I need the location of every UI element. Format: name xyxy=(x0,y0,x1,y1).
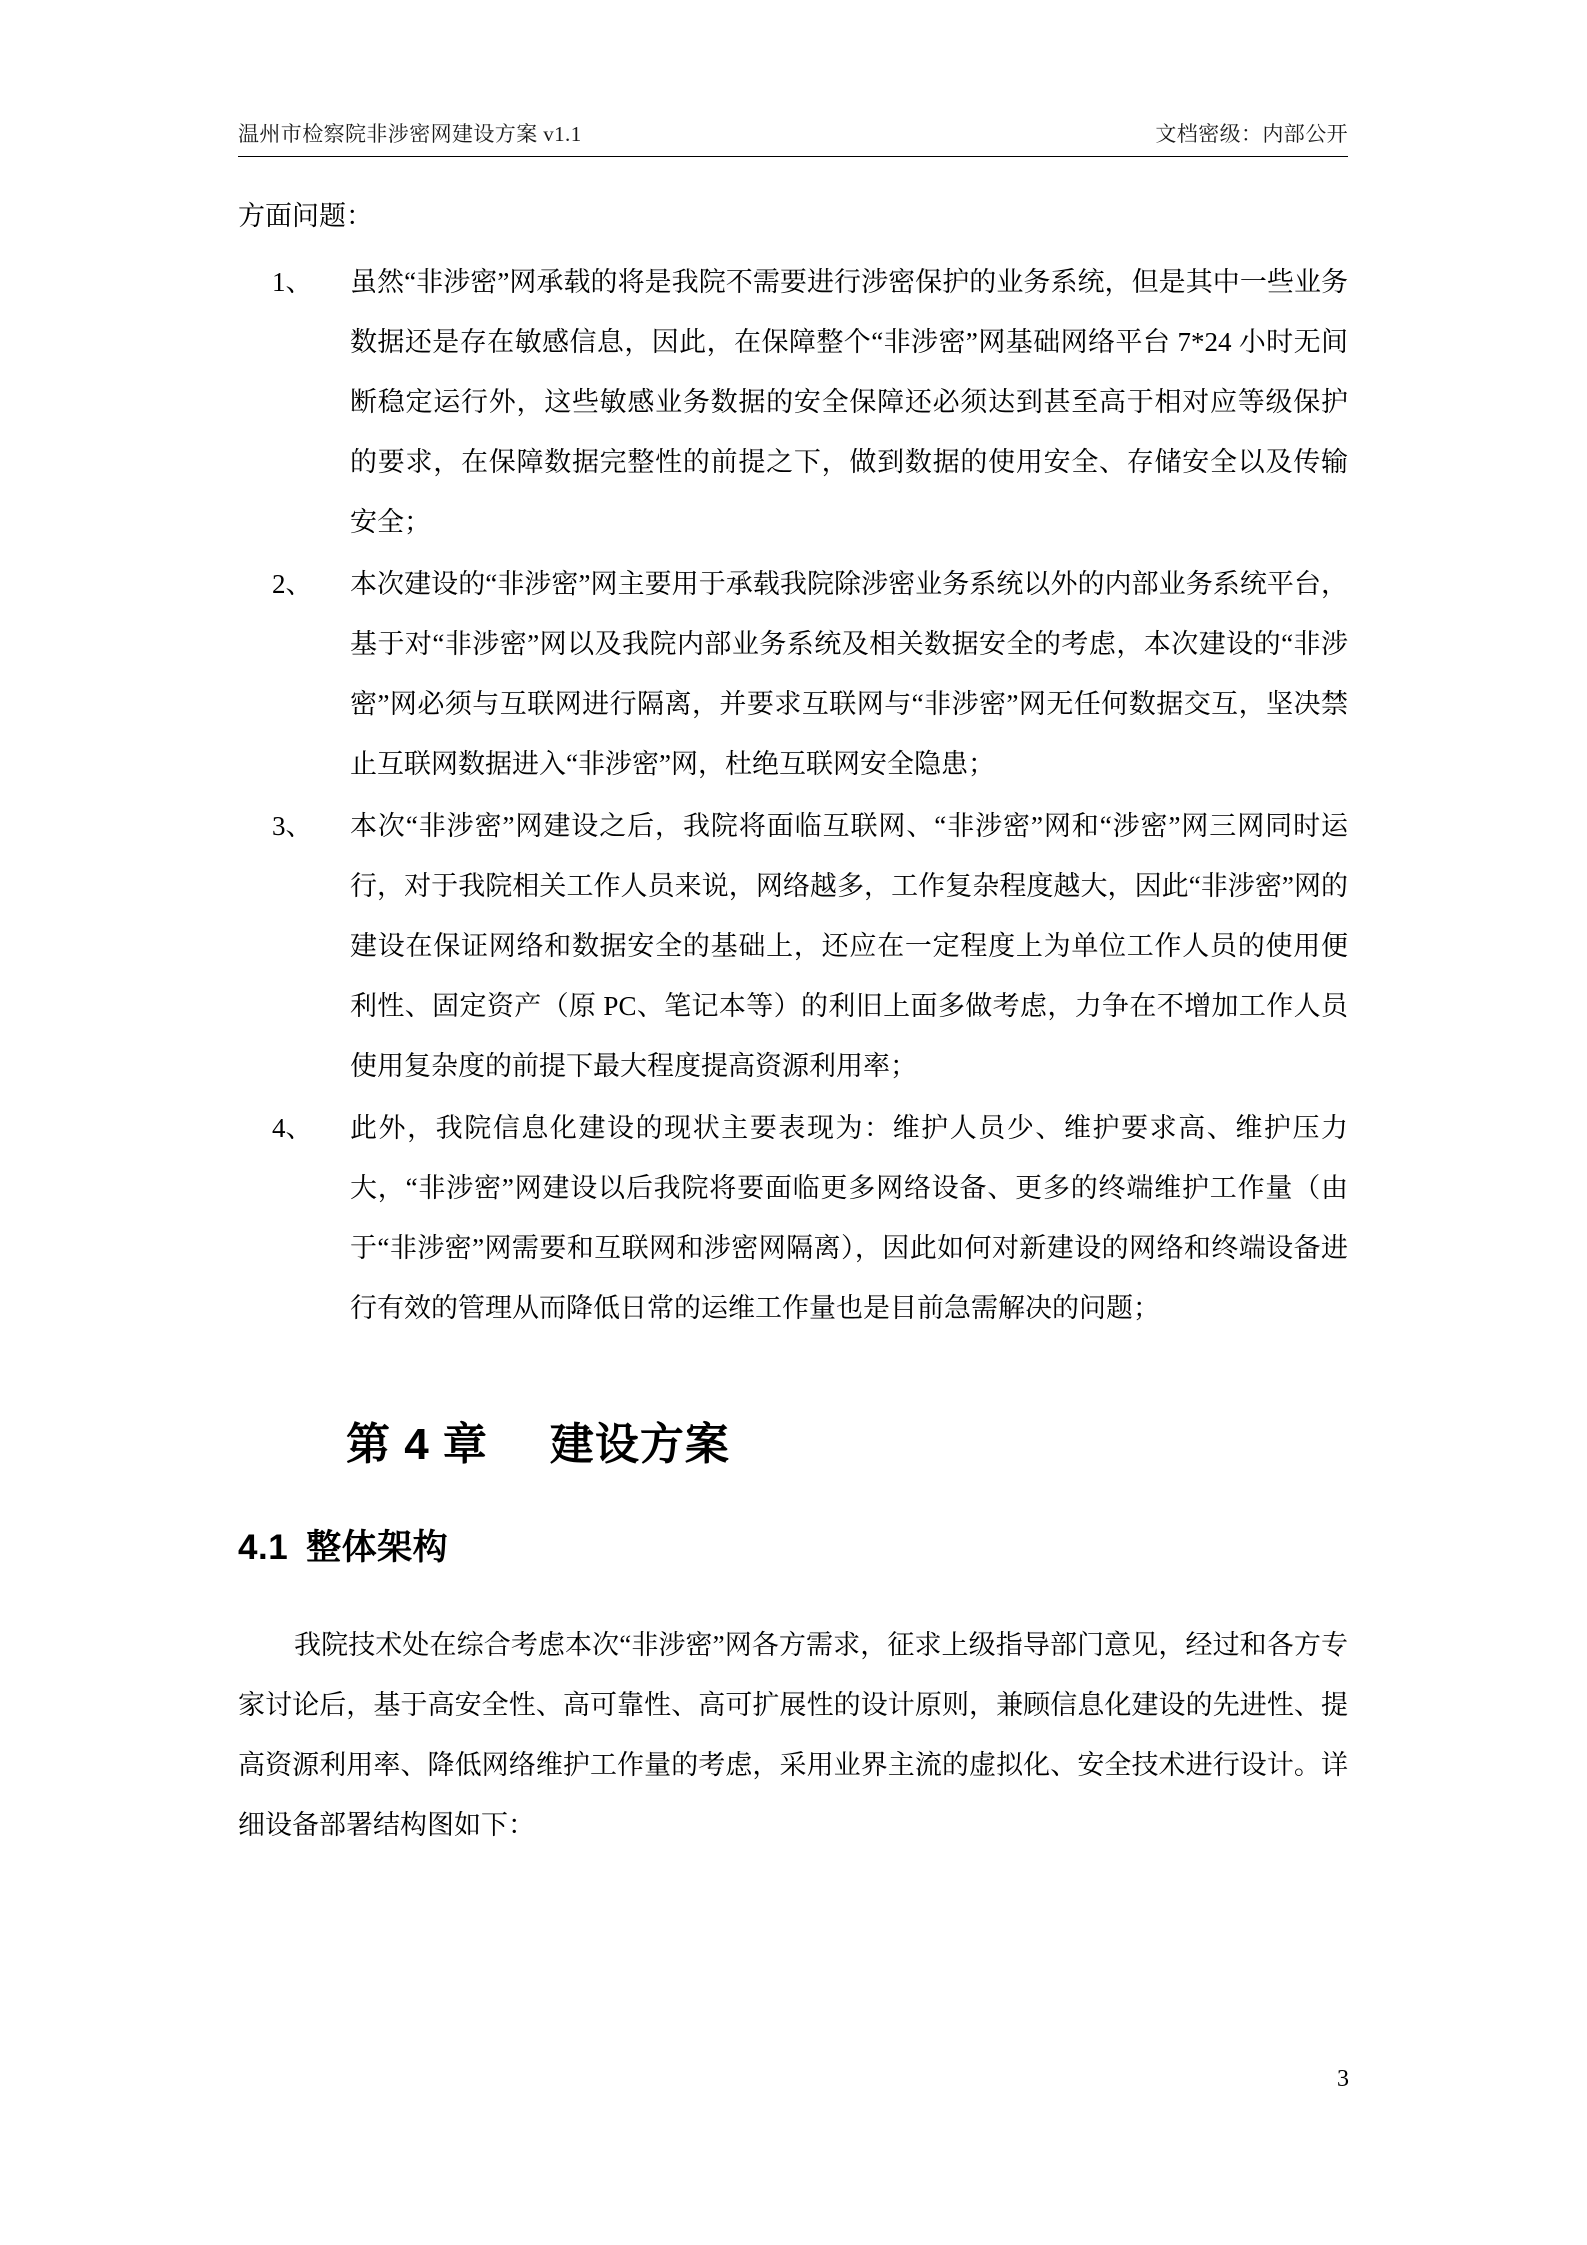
closing-paragraph: 我院技术处在综合考虑本次“非涉密”网各方需求，征求上级指导部门意见，经过和各方专家讨论后，基于高安全性、高可靠性、高可扩展性的设计原则，兼顾信息化建设的先进性、提高资源利用率、降低网络维护工作量的考虑，采用业界主流的虚拟化、安全技术进行设计。详细设备部署结构图如下： xyxy=(238,1629,1348,1840)
section-title: 整体架构 xyxy=(306,1528,449,1568)
list-item xyxy=(238,252,1348,552)
list-item-marker: 3、 xyxy=(272,811,313,841)
chapter-title: 建设方案 xyxy=(549,1420,730,1469)
section-heading xyxy=(238,1525,1348,1571)
chapter-heading xyxy=(238,1416,1348,1473)
header-classification-right: 文档密级：内部公开 xyxy=(1155,122,1348,146)
list-item-text: 此外，我院信息化建设的现状主要表现为：维护人员少、维护要求高、维护压力大，“非涉密”网建设以后我院将要面临更多网络设备、更多的终端维护工作量（由于“非涉密”网需要和互联网和涉密网隔离），因此如何对新建设的网络和终端设备进行有效的管理从而降低日常的运维工作量也是目前急需解决的问题； xyxy=(350,1113,1348,1323)
numbered-list xyxy=(238,252,1348,1338)
list-item-text: 虽然“非涉密”网承载的将是我院不需要进行涉密保护的业务系统，但是其中一些业务数据还是存在敏感信息，因此，在保障整个“非涉密”网基础网络平台 7*24 小时无间断稳定运行外，这些敏感业务数据的安全保障还必须达到甚至高于相对应等级保护的要求，在保障数据完整性的前提之下，做到数据的使用安全、存储安全以及传输安全； xyxy=(350,267,1348,537)
running-header xyxy=(238,118,1348,148)
header-title-left: 温州市检察院非涉密网建设方案 v1.1 xyxy=(238,122,582,146)
list-item-marker: 1、 xyxy=(272,267,313,297)
document-body xyxy=(238,186,1348,1855)
list-item xyxy=(238,1098,1348,1338)
list-item-text: 本次建设的“非涉密”网主要用于承载我院除涉密业务系统以外的内部业务系统平台，基于对“非涉密”网以及我院内部业务系统及相关数据安全的考虑，本次建设的“非涉密”网必须与互联网进行隔离，并要求互联网与“非涉密”网无任何数据交互，坚决禁止互联网数据进入“非涉密”网，杜绝互联网安全隐患； xyxy=(350,569,1348,779)
list-item-marker: 2、 xyxy=(272,569,313,599)
list-item-marker: 4、 xyxy=(272,1113,313,1143)
list-item-text: 本次“非涉密”网建设之后，我院将面临互联网、“非涉密”网和“涉密”网三网同时运行，对于我院相关工作人员来说，网络越多，工作复杂程度越大，因此“非涉密”网的建设在保证网络和数据安全的基础上，还应在一定程度上为单位工作人员的使用便利性、固定资产（原 PC、笔记本等）的利旧上面多做考虑，力争在不增加工作人员使用复杂度的前提下最大程度提高资源利用率； xyxy=(350,811,1348,1081)
header-divider xyxy=(238,156,1348,157)
lead-paragraph: 方面问题： xyxy=(238,201,373,231)
list-item xyxy=(238,554,1348,794)
section-number: 4.1 xyxy=(238,1528,289,1568)
page-number: 3 xyxy=(1337,2066,1349,2092)
chapter-number: 第 4 章 xyxy=(346,1420,488,1469)
list-item xyxy=(238,796,1348,1096)
